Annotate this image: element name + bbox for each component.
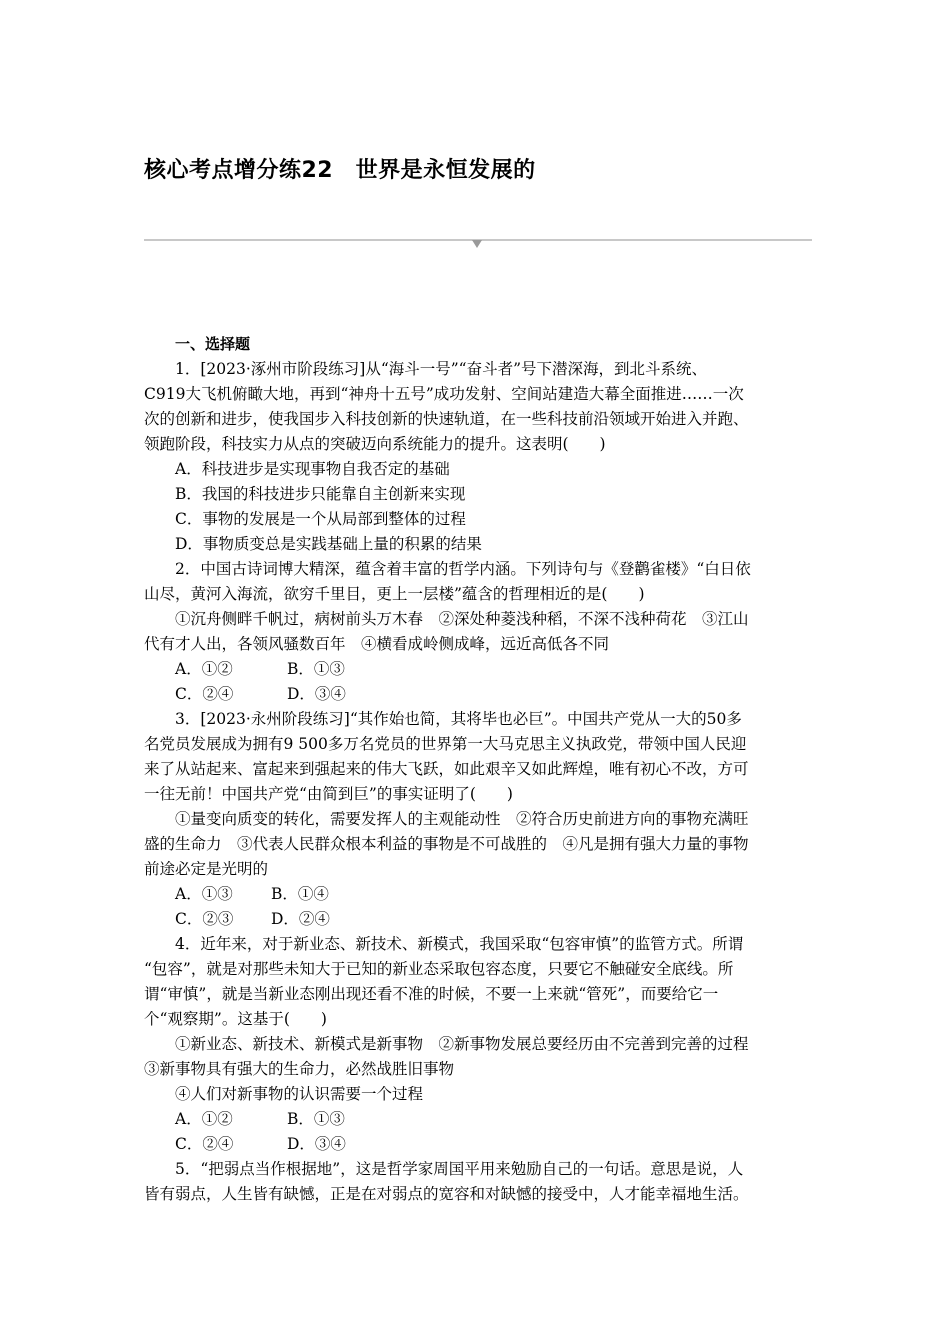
statement-line: ①沉舟侧畔千帆过，病树前头万木春 ②深处种菱浅种稻，不深不浅种荷花 ③江山	[175, 610, 749, 628]
question-line: 4．近年来，对于新业态、新技术、新模式，我国采取“包容审慎”的监管方式。所谓	[175, 935, 744, 953]
statement-line: 代有才人出，各领风骚数百年 ④横看成岭侧成峰，远近高低各不同	[144, 635, 610, 653]
statement-line: ①新业态、新技术、新模式是新事物 ②新事物发展总要经历由不完善到完善的过程	[175, 1035, 749, 1053]
divider-triangle-icon	[472, 240, 482, 248]
option-a: A．①③	[175, 885, 233, 903]
question-line: 2．中国古诗词博大精深，蕴含着丰富的哲学内涵。下列诗句与《登鹳雀楼》“白日依	[175, 560, 751, 578]
option-c: C．②④	[175, 685, 234, 703]
option-a: A．科技进步是实现事物自我否定的基础	[175, 460, 450, 478]
option-c: C．②④	[175, 1135, 234, 1153]
option-b: B．我国的科技进步只能靠自主创新来实现	[175, 485, 466, 503]
question-line: 领跑阶段，科技实力从点的突破迈向系统能力的提升。这表明( )	[144, 435, 606, 453]
option-d: D．③④	[287, 1135, 346, 1153]
question-content	[144, 332, 812, 1207]
question-3	[144, 707, 812, 932]
option-row	[144, 1132, 812, 1157]
question-line: 3．[2023·永州阶段练习]“其作始也简，其将毕也必巨”。中国共产党从一大的50多	[175, 710, 742, 728]
question-line: 个“观察期”。这基于( )	[144, 1010, 327, 1028]
option-d: D．②④	[271, 910, 330, 928]
option-row	[144, 907, 812, 932]
section-heading: 一、选择题	[175, 335, 251, 353]
page-title: 核心考点增分练22 世界是永恒发展的	[144, 158, 536, 183]
option-row	[144, 1107, 812, 1132]
question-1	[144, 357, 812, 557]
option-b: B．①③	[287, 1110, 345, 1128]
question-line: 来了从站起来、富起来到强起来的伟大飞跃，如此艰辛又如此辉煌，唯有初心不改，方可	[144, 760, 749, 778]
statement-line: 前途必定是光明的	[144, 860, 269, 878]
question-line: “包容”，就是对那些未知大于已知的新业态采取包容态度，只要它不触碰安全底线。所	[144, 960, 734, 978]
option-row	[144, 657, 812, 682]
option-d: D．③④	[287, 685, 346, 703]
question-line: 山尽，黄河入海流，欲穷千里目，更上一层楼”蕴含的哲理相近的是( )	[144, 585, 645, 603]
option-a: A．①②	[175, 660, 233, 678]
question-4	[144, 932, 812, 1157]
option-row	[144, 882, 812, 907]
statement-line: ④人们对新事物的认识需要一个过程	[175, 1085, 424, 1103]
question-line: C919大飞机俯瞰大地，再到“神舟十五号”成功发射、空间站建造大幕全面推进……一次	[144, 385, 744, 403]
question-5	[144, 1157, 812, 1207]
option-a: A．①②	[175, 1110, 233, 1128]
option-b: B．①④	[271, 885, 329, 903]
question-line: 1．[2023·涿州市阶段练习]从“海斗一号”“奋斗者”号下潜深海，到北斗系统、	[175, 360, 708, 378]
question-line: 一往无前！中国共产党“由简到巨”的事实证明了( )	[144, 785, 513, 803]
option-c: C．②③	[175, 910, 234, 928]
question-line: 谓“审慎”，就是当新业态刚出现还看不准的时候，不要一上来就“管死”，而要给它一	[144, 985, 719, 1003]
statement-line: ①量变向质变的转化，需要发挥人的主观能动性 ②符合历史前进方向的事物充满旺	[175, 810, 749, 828]
question-line: 皆有弱点，人生皆有缺憾，正是在对弱点的宽容和对缺憾的接受中，人才能幸福地生活。	[144, 1185, 749, 1203]
question-line: 名党员发展成为拥有9 500多万名党员的世界第一大马克思主义执政党，带领中国人民迎	[144, 735, 747, 753]
question-line: 5．“把弱点当作根据地”，这是哲学家周国平用来勉励自己的一句话。意思是说，人	[175, 1160, 744, 1178]
option-c: C．事物的发展是一个从局部到整体的过程	[175, 510, 466, 528]
statement-line: ③新事物具有强大的生命力，必然战胜旧事物	[144, 1060, 455, 1078]
option-b: B．①③	[287, 660, 345, 678]
statement-line: 盛的生命力 ③代表人民群众根本利益的事物是不可战胜的 ④凡是拥有强大力量的事物	[144, 835, 749, 853]
question-line: 次的创新和进步，使我国步入科技创新的快速轨道，在一些科技前沿领域开始进入并跑、	[144, 410, 749, 428]
question-2	[144, 557, 812, 707]
option-row	[144, 682, 812, 707]
option-d: D．事物质变总是实践基础上量的积累的结果	[175, 535, 482, 553]
